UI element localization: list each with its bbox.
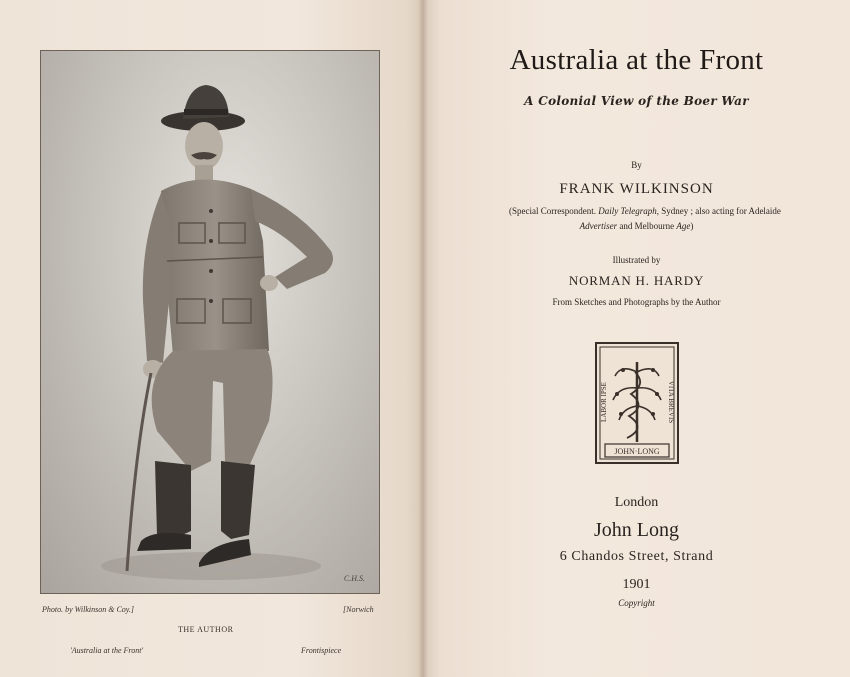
- logo-left-motto: LABOR IPSE: [600, 382, 608, 422]
- running-book-title: 'Australia at the Front': [70, 646, 144, 655]
- logo-right-motto: VITA BREVIS: [667, 380, 675, 424]
- engraver-mark: C.H.S.: [343, 574, 365, 583]
- note-text: (Special Correspondent.: [509, 206, 597, 216]
- frontispiece-photo: [40, 50, 380, 594]
- publisher-device-icon: [595, 342, 679, 464]
- newspaper-name: Advertiser: [579, 221, 618, 231]
- author-name: FRANK WILKINSON: [559, 181, 714, 197]
- book-title: Australia at the Front: [509, 44, 764, 76]
- illustrator-name: NORMAN H. HARDY: [568, 273, 705, 288]
- publisher-address: 6 Chandos Street, Strand: [559, 549, 714, 564]
- illustrated-by-label: Illustrated by: [612, 255, 661, 265]
- author-note-line-2: [423, 219, 850, 233]
- photo-place: [Norwich: [343, 605, 374, 614]
- publisher-name: John Long: [594, 519, 679, 541]
- publication-city: London: [614, 495, 659, 510]
- note-text: , Sydney ; also acting for Adelaide: [656, 206, 781, 216]
- newspaper-name: Daily Telegraph: [598, 206, 657, 216]
- note-text: and Melbourne: [617, 221, 677, 231]
- note-text: ): [690, 221, 694, 231]
- copyright-label: Copyright: [618, 598, 655, 608]
- frontispiece-label: Frontispiece: [301, 646, 342, 655]
- frontispiece-caption: THE AUTHOR: [178, 625, 234, 634]
- photo-credit: Photo. by Wilkinson & Coy.]: [42, 605, 134, 614]
- sketches-note: From Sketches and Photographs by the Author: [552, 297, 721, 307]
- by-line: By: [631, 160, 642, 170]
- publication-year: 1901: [622, 577, 651, 592]
- book-subtitle: A Colonial View of the Boer War: [524, 94, 749, 108]
- soldier-portrait-illustration: [41, 51, 379, 593]
- newspaper-name: Age: [676, 221, 691, 231]
- author-note-line-1: [455, 204, 835, 218]
- logo-banner: JOHN·LONG: [614, 447, 660, 456]
